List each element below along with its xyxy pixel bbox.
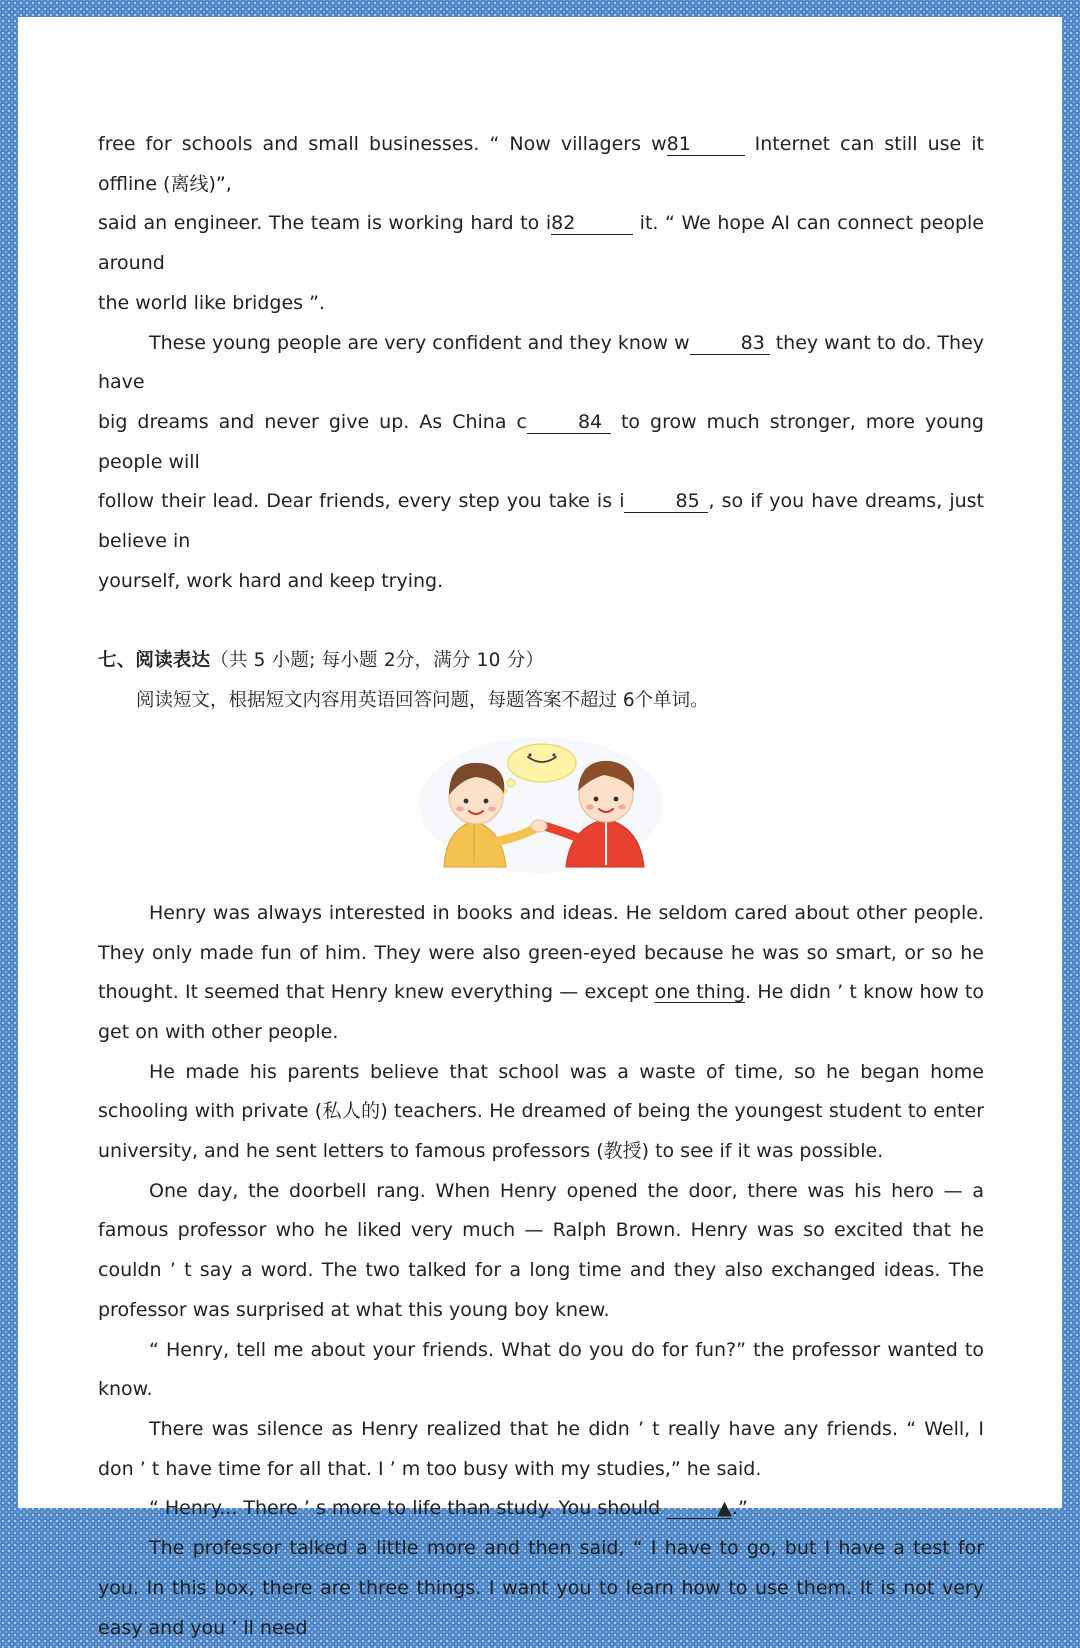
two-boys-handshake-illustration <box>416 725 666 875</box>
section-score: （共 5 小题; 每小题 2分，满分 10 分） <box>210 650 545 672</box>
text: the world like bridges ”. <box>98 291 325 314</box>
blank-85: 85 <box>624 490 708 513</box>
text: “ Henry... There ’ s more to life than study. You should <box>149 1497 667 1520</box>
illustration <box>98 725 984 883</box>
text: free for schools and small businesses. “ Now villagers w <box>98 133 667 155</box>
cloze-paragraph-1 <box>98 125 984 324</box>
passage-paragraph-4: “ Henry, tell me about your friends. What do you do for fun?” the professor wanted to know. <box>98 1338 984 1401</box>
blank-82: 82 <box>551 212 633 235</box>
text: .” <box>731 1497 748 1520</box>
underlined-phrase: one thing <box>654 981 746 1004</box>
text: , so if you have dreams, just believe in <box>98 490 985 553</box>
cloze-paragraph-2 <box>98 324 984 602</box>
text: they want to do. They have <box>98 331 984 394</box>
text: it. “ We hope AI can connect people around <box>98 212 984 275</box>
blank-81: 81 <box>667 133 745 156</box>
passage-paragraph-5: There was silence as Henry realized that he didn ’ t really have any friends. “ Well, I don ’ t have time for all that. I ’ m too busy with my studies,” he said. <box>98 1417 984 1480</box>
passage-paragraph-7: The professor talked a little more and then said, “ I have to go, but I have a test for you. In this box, there are three things. I want you to learn how to use them. It is not very easy and you ’ ll need <box>98 1537 984 1639</box>
text: These young people are very confident and they know w <box>149 331 690 354</box>
text: Internet can still use it offline (离线)”, <box>98 133 984 195</box>
blank-84: 84 <box>527 411 611 434</box>
page-sheet <box>18 17 1062 1639</box>
section-title: 七、阅读表达 <box>98 650 211 672</box>
passage-paragraph-6 <box>98 1489 984 1529</box>
section-heading <box>98 641 984 681</box>
text: yourself, work hard and keep trying. <box>98 569 444 592</box>
blank-83: 83 <box>690 332 770 355</box>
text: said an engineer. The team is working hard to i <box>98 212 552 235</box>
text: to grow much stronger, more young people will <box>98 410 984 473</box>
text: . He didn ’ t know how to get on with other people. <box>98 981 985 1043</box>
text: follow their lead. Dear friends, every step you take is i <box>98 490 625 513</box>
answer-blank-mark: ▲ <box>666 1498 732 1519</box>
text: big dreams and never give up. As China c <box>98 410 527 433</box>
section-instruction: 阅读短文，根据短文内容用英语回答问题，每题答案不超过 6个单词。 <box>136 690 709 712</box>
document-body <box>98 125 984 1648</box>
passage-paragraph-2: He made his parents believe that school was a waste of time, so he began home schooling with private (私人的) teachers. He dreamed of being the youngest student to enter university, and he sent letters to famous professors (教授) to see if it was possible. <box>98 1060 984 1163</box>
passage-paragraph-3: One day, the doorbell rang. When Henry opened the door, there was his hero — a famous professor who he liked very much — Ralph Brown. Henry was so excited that he couldn ’ t say a word. The two talked for a long time and they also exchanged ideas. The professor was surprised at what this young boy knew. <box>98 1179 984 1321</box>
text: Henry was always interested in books and ideas. He seldom cared about other people. They only made fun of him. They were also green-eyed because he was so smart, or so he thought. It seemed that Henry knew everything — except <box>98 901 984 1004</box>
passage-paragraph-1 <box>98 894 984 1053</box>
